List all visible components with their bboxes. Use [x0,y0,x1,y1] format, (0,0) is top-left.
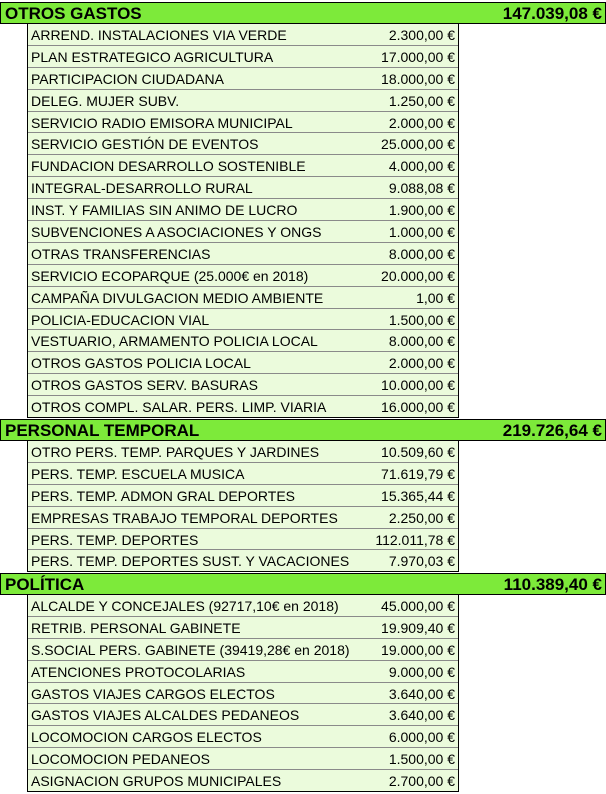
table-row [28,90,458,112]
table-row [28,441,458,463]
row-amount: 16.000,00 € [381,399,455,416]
row-label: LOCOMOCION PEDANEOS [31,751,210,768]
row-amount: 6.000,00 € [388,729,455,746]
table-row [28,177,458,199]
row-amount: 2.000,00 € [388,355,455,372]
row-label: CAMPAÑA DIVULGACION MEDIO AMBIENTE [31,289,324,306]
table-row [28,595,458,617]
table-row [28,550,458,572]
section-title: PERSONAL TEMPORAL [5,421,200,440]
row-amount: 1.250,00 € [388,92,455,109]
row-label: EMPRESAS TRABAJO TEMPORAL DEPORTES [31,509,338,526]
row-label: LOCOMOCION CARGOS ELECTOS [31,729,262,746]
table-row [28,155,458,177]
row-label: OTRAS TRANSFERENCIAS [31,245,211,262]
row-amount: 2.700,00 € [388,773,455,790]
table-row [28,529,458,551]
table-row [28,770,458,792]
row-amount: 9.000,00 € [388,663,455,680]
row-label: PARTICIPACION CIUDADANA [31,70,224,87]
row-amount: 10.509,60 € [381,444,455,460]
row-amount: 1,00 € [416,289,455,306]
row-label: GASTOS VIAJES CARGOS ELECTOS [31,685,275,702]
row-label: SERVICIO GESTIÓN DE EVENTOS [31,136,259,153]
row-amount: 2.300,00 € [388,27,455,43]
row-amount: 3.640,00 € [388,685,455,702]
row-amount: 1.500,00 € [388,751,455,768]
row-amount: 45.000,00 € [381,598,455,614]
table-row [28,374,458,396]
section-total: 110.389,40 € [503,575,602,594]
row-label: PERS. TEMP. DEPORTES [31,531,199,548]
row-label: PERS. TEMP. DEPORTES SUST. Y VACACIONES [31,553,350,570]
section-rows-personal-temporal [27,441,459,572]
section-rows-politica [27,595,459,792]
row-label: PERS. TEMP. ESCUELA MUSICA [31,465,245,482]
section-total: 219.726,64 € [502,421,602,440]
section-header-personal-temporal [0,419,606,441]
row-label: OTRO PERS. TEMP. PARQUES Y JARDINES [31,444,320,460]
row-amount: 15.365,44 € [381,487,455,504]
row-amount: 7.970,03 € [388,553,455,570]
row-label: GASTOS VIAJES ALCALDES PEDANEOS [31,707,300,724]
row-label: OTROS GASTOS SERV. BASURAS [31,377,258,394]
row-label: OTROS COMPL. SALAR. PERS. LIMP. VIARIA [31,399,327,416]
table-row [28,639,458,661]
table-row [28,507,458,529]
table-row [28,748,458,770]
row-amount: 25.000,00 € [381,136,455,153]
row-amount: 4.000,00 € [388,158,455,175]
table-row [28,133,458,155]
table-row [28,726,458,748]
table-row [28,243,458,265]
row-label: ASIGNACION GRUPOS MUNICIPALES [31,773,282,790]
row-label: ARREND. INSTALACIONES VIA VERDE [31,27,287,43]
row-label: OTROS GASTOS POLICIA LOCAL [31,355,251,372]
table-row [28,683,458,705]
table-row [28,396,458,418]
section-total: 147.039,08 € [502,4,602,23]
table-row [28,485,458,507]
section-header-politica [0,573,606,595]
table-row [28,309,458,331]
row-label: S.SOCIAL PERS. GABINETE (39419,28€ en 2018) [31,641,350,658]
row-amount: 71.619,79 € [381,465,455,482]
table-row [28,221,458,243]
row-label: PERS. TEMP. ADMON GRAL DEPORTES [31,487,295,504]
row-amount: 9.088,08 € [388,180,455,197]
table-row [28,199,458,221]
table-row [28,46,458,68]
row-amount: 2.250,00 € [388,509,455,526]
section-rows-otros-gastos [27,24,459,418]
row-label: SUBVENCIONES A ASOCIACIONES Y ONGS [31,224,322,241]
table-row [28,661,458,683]
row-label: SERVICIO RADIO EMISORA MUNICIPAL [31,114,293,131]
section-title: OTROS GASTOS [5,4,142,23]
row-label: PLAN ESTRATEGICO AGRICULTURA [31,48,274,65]
row-amount: 20.000,00 € [381,267,455,284]
table-row [28,265,458,287]
row-amount: 18.000,00 € [381,70,455,87]
row-label: VESTUARIO, ARMAMENTO POLICIA LOCAL [31,333,318,350]
table-row [28,112,458,134]
section-header-otros-gastos [0,2,606,24]
row-label: DELEG. MUJER SUBV. [31,92,180,109]
row-label: ATENCIONES PROTOCOLARIAS [31,663,246,680]
table-row [28,463,458,485]
row-label: SERVICIO ECOPARQUE (25.000€ en 2018) [31,267,309,284]
table-row [28,617,458,639]
table-row [28,352,458,374]
row-amount: 19.909,40 € [381,619,455,636]
row-amount: 3.640,00 € [388,707,455,724]
row-amount: 19.000,00 € [381,641,455,658]
row-amount: 8.000,00 € [388,333,455,350]
row-label: ALCALDE Y CONCEJALES (92717,10€ en 2018) [31,598,339,614]
row-amount: 2.000,00 € [388,114,455,131]
row-amount: 1.900,00 € [388,202,455,219]
row-label: INTEGRAL-DESARROLLO RURAL [31,180,253,197]
table-row [28,24,458,46]
row-label: INST. Y FAMILIAS SIN ANIMO DE LUCRO [31,202,298,219]
table-row [28,287,458,309]
section-title: POLÍTICA [5,575,85,594]
row-label: FUNDACION DESARROLLO SOSTENIBLE [31,158,306,175]
row-amount: 1.000,00 € [388,224,455,241]
row-amount: 8.000,00 € [388,245,455,262]
row-label: POLICIA-EDUCACION VIAL [31,311,210,328]
row-amount: 17.000,00 € [381,48,455,65]
table-row [28,704,458,726]
table-row [28,68,458,90]
row-amount: 10.000,00 € [381,377,455,394]
row-label: RETRIB. PERSONAL GABINETE [31,619,241,636]
table-row [28,330,458,352]
row-amount: 1.500,00 € [388,311,455,328]
row-amount: 112.011,78 € [375,531,455,548]
